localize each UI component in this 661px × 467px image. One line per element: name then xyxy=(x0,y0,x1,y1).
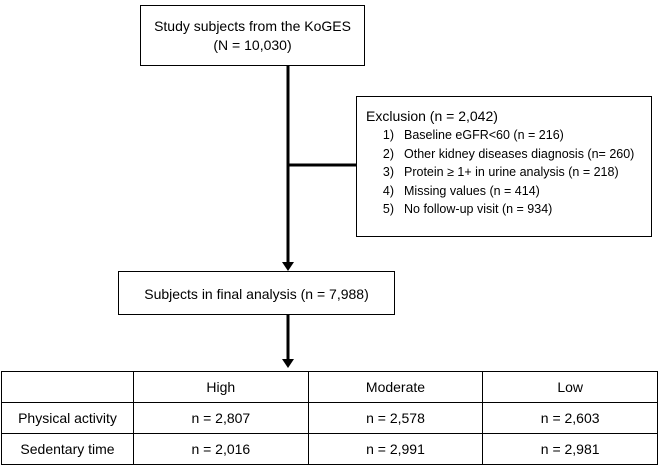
exclusion-item xyxy=(366,126,651,145)
table-cell: n = 2,578 xyxy=(308,403,483,434)
table-cell: n = 2,981 xyxy=(483,434,658,465)
study-subjects-count: (N = 10,030) xyxy=(213,37,292,53)
exclusion-item-text: Protein ≥ 1+ in urine analysis (n = 218) xyxy=(404,165,619,180)
exclusion-item xyxy=(366,163,651,182)
table-row xyxy=(2,403,658,434)
table-row xyxy=(2,434,658,465)
table-cell: n = 2,603 xyxy=(483,403,658,434)
table-header-cell: Moderate xyxy=(308,372,483,403)
table-header-cell: High xyxy=(134,372,309,403)
table-cell: n = 2,016 xyxy=(134,434,309,465)
study-subjects-label: Study subjects from the KoGES xyxy=(154,18,351,34)
exclusion-item-number: 4) xyxy=(382,183,394,198)
table-header-cell xyxy=(2,372,134,403)
exclusion-list xyxy=(366,126,651,219)
table-cell: n = 2,991 xyxy=(308,434,483,465)
results-table xyxy=(1,371,658,465)
final-analysis-label: Subjects in final analysis (n = 7,988) xyxy=(144,286,369,302)
exclusion-item xyxy=(366,145,651,164)
exclusion-box xyxy=(356,96,652,237)
table-row-label: Sedentary time xyxy=(2,434,134,465)
table-row-label: Physical activity xyxy=(2,403,134,434)
exclusion-item xyxy=(366,200,651,219)
flow-arrowhead-main xyxy=(282,262,294,271)
exclusion-item-text: No follow-up visit (n = 934) xyxy=(404,202,553,217)
exclusion-item-number: 1) xyxy=(382,128,394,142)
exclusion-title: Exclusion (n = 2,042) xyxy=(366,108,498,124)
table-cell: n = 2,807 xyxy=(134,403,309,434)
exclusion-item xyxy=(366,182,651,201)
exclusion-item-number: 5) xyxy=(382,202,394,217)
study-subjects-box xyxy=(140,5,365,66)
table-header-row xyxy=(2,372,658,403)
table-header-cell: Low xyxy=(483,372,658,403)
exclusion-item-text: Missing values (n = 414) xyxy=(404,183,540,198)
exclusion-item-number: 2) xyxy=(382,146,394,161)
exclusion-item-number: 3) xyxy=(382,165,394,180)
exclusion-item-text: Baseline eGFR<60 (n = 216) xyxy=(404,128,564,142)
final-analysis-box xyxy=(118,271,395,315)
exclusion-item-text: Other kidney diseases diagnosis (n= 260) xyxy=(404,146,635,161)
flow-arrowhead-final xyxy=(282,359,294,368)
